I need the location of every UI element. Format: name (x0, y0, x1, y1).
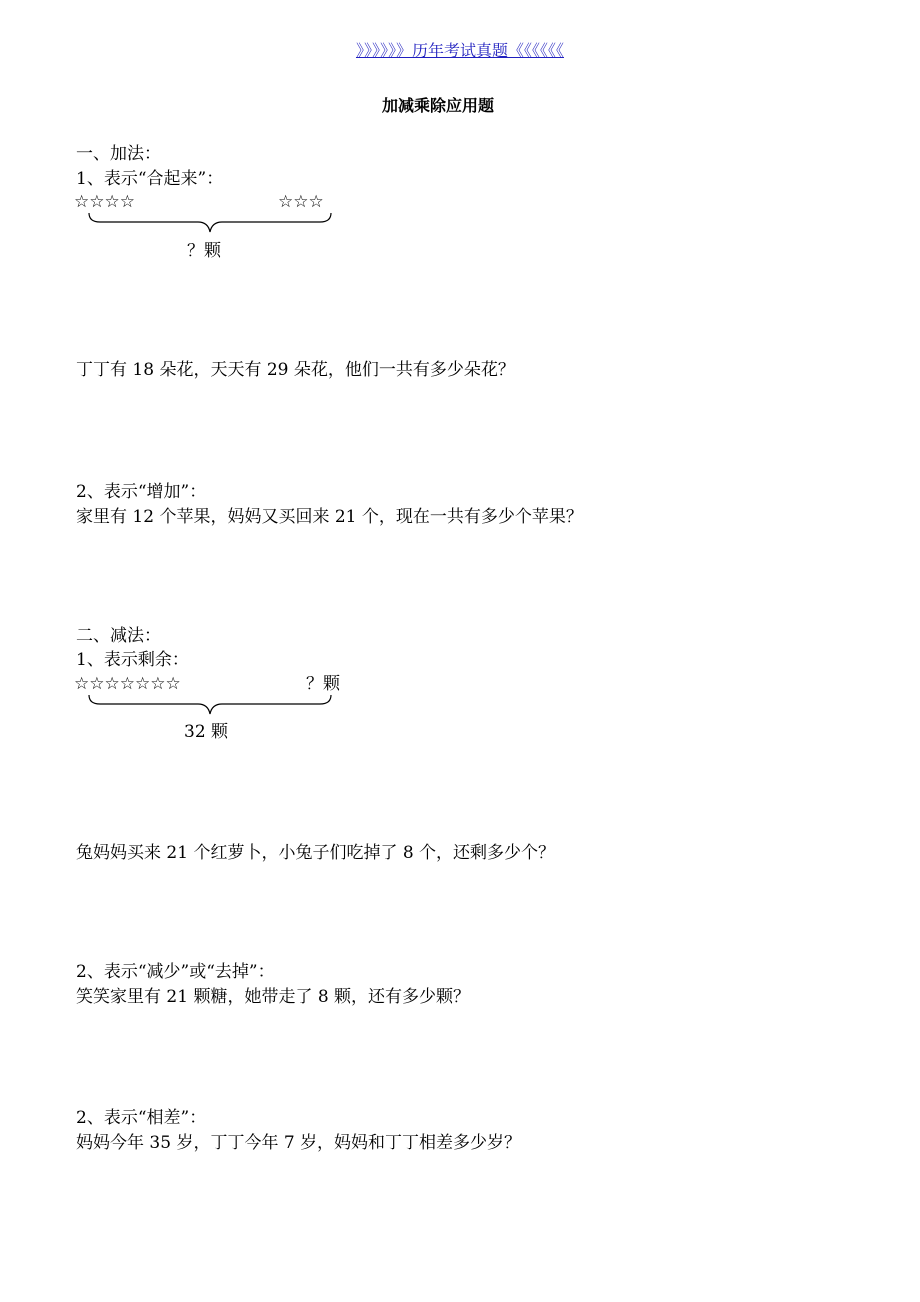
subtraction-sub3-label: 2、表示“相差”： (76, 1108, 207, 1128)
subtraction-heading: 二、减法： (76, 626, 161, 646)
addition-sub2-label: 2、表示“增加”： (76, 482, 207, 502)
subtraction-question-1: 兔妈妈买来 21 个红萝卜，小兔子们吃掉了 8 个，还剩多少个？ (76, 843, 556, 863)
header-exam-link[interactable]: 》》》》》》历年考试真题《《《《《《 (355, 41, 564, 60)
addition-brace-diagram (88, 212, 332, 238)
subtraction-stars: ☆☆☆☆☆☆☆ (74, 674, 181, 694)
subtraction-question-3: 妈妈今年 35 岁，丁丁今年 7 岁，妈妈和丁丁相差多少岁？ (76, 1133, 522, 1153)
subtraction-sub1-label: 1、表示剩余： (76, 650, 189, 670)
subtraction-brace-diagram (88, 694, 332, 720)
addition-sub1-label: 1、表示“合起来”： (76, 169, 224, 189)
addition-heading: 一、加法： (76, 144, 161, 164)
subtraction-brace-label: 32 颗 (184, 722, 229, 742)
addition-question-1: 丁丁有 18 朵花，天天有 29 朵花，他们一共有多少朵花？ (76, 360, 515, 380)
subtraction-question-2: 笑笑家里有 21 颗糖，她带走了 8 颗，还有多少颗？ (76, 987, 471, 1007)
page-title: 加减乘除应用题 (381, 96, 494, 115)
addition-stars-right: ☆☆☆ (278, 192, 324, 212)
subtraction-sub2-label: 2、表示“减少”或“去掉”： (76, 962, 275, 982)
addition-question-2: 家里有 12 个苹果，妈妈又买回来 21 个，现在一共有多少个苹果？ (76, 507, 583, 527)
addition-brace-label: ？颗 (187, 241, 221, 261)
subtraction-unknown-label: ？颗 (306, 674, 340, 694)
addition-stars-left: ☆☆☆☆ (74, 192, 135, 212)
